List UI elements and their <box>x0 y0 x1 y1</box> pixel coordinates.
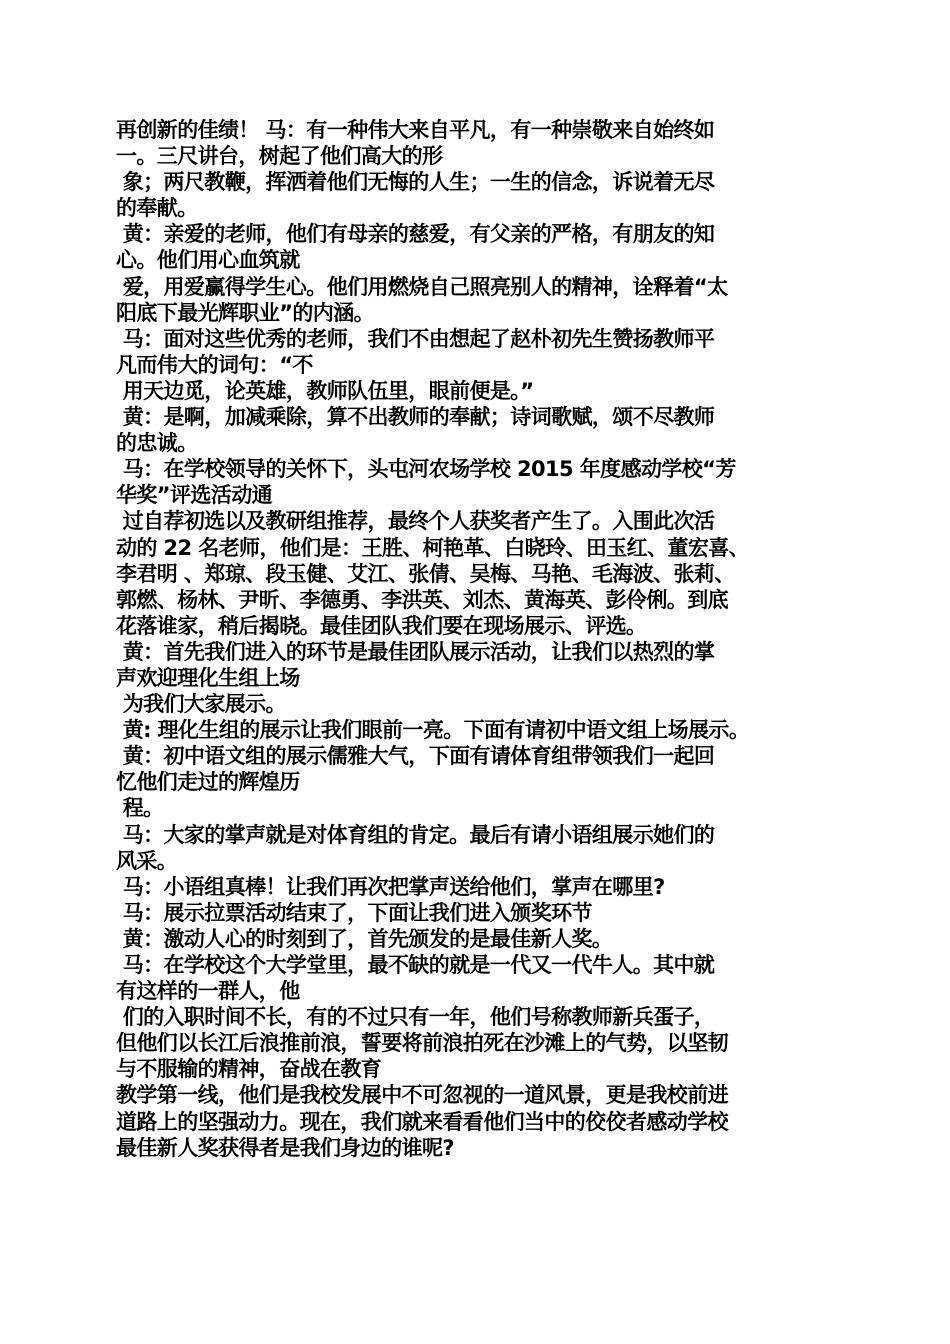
text-line: 黄：首先我们进入的环节是最佳团队展示活动，让我们以热烈的掌 <box>116 639 715 664</box>
text-line: 们的入职时间不长，有的不过只有一年，他们号称教师新兵蛋子， <box>116 1005 715 1030</box>
text-line: 有这样的一群人，他 <box>116 979 300 1004</box>
text-line: 与不服输的精神，奋战在教育 <box>116 1057 382 1082</box>
text-line: 心。他们用心血筑就 <box>116 248 300 273</box>
text-line: 凡而伟大的词句：“不 <box>116 352 313 377</box>
text-line: 教学第一线，他们是我校发展中不可忽视的一道风景，更是我校前进 <box>116 1083 728 1108</box>
text-line: 风采。 <box>116 848 178 873</box>
text-line: 忆他们走过的辉煌历 <box>116 770 300 795</box>
text-line: 马：小语组真棒！让我们再次把掌声送给他们，掌声在哪里? <box>116 874 665 899</box>
text-line: 一。三尺讲台，树起了他们高大的形 <box>116 144 443 169</box>
document-body <box>116 117 844 1161</box>
text-line: 过自荐初选以及教研组推荐，最终个人获奖者产生了。入围此次活 <box>116 509 715 534</box>
text-line: 马：在学校这个大学堂里，最不缺的就是一代又一代牛人。其中就 <box>116 953 715 977</box>
text-line: 阳底下最光辉职业”的内涵。 <box>116 300 375 325</box>
text-line: 动的 22 名老师，他们是：王胜、柯艳革、白晓玲、田玉红、董宏喜、 <box>116 535 750 560</box>
text-line: 象；两尺教鞭，挥洒着他们无悔的人生；一生的信念，诉说着无尽 <box>116 170 715 195</box>
text-line: 黄：是啊，加减乘除，算不出教师的奉献；诗词歌赋，颂不尽教师 <box>116 405 715 430</box>
text-line: 最佳新人奖获得者是我们身边的谁呢? <box>116 1135 454 1160</box>
text-line: 花落谁家，稍后揭晓。最佳团队我们要在现场展示、评选。 <box>116 613 647 638</box>
text-line: 华奖”评选活动通 <box>116 483 273 508</box>
text-line: 声欢迎理化生组上场 <box>116 665 300 690</box>
text-line: 李君明 、郑琼、段玉健、艾江、张倩、吴梅、马艳、毛海波、张莉、 <box>116 561 735 586</box>
text-line: 的奉献。 <box>116 196 198 221</box>
text-line: 用天边觅，论英雄，教师队伍里，眼前便是。” <box>116 378 534 403</box>
text-line: 道路上的坚强动力。现在，我们就来看看他们当中的佼佼者感动学校 <box>116 1109 728 1134</box>
text-line: 马：面对这些优秀的老师，我们不由想起了赵朴初先生赞扬教师平 <box>116 326 715 351</box>
text-line: 为我们大家展示。 <box>116 692 286 717</box>
text-line: 马：大家的掌声就是对体育组的肯定。最后有请小语组展示她们的 <box>116 822 715 847</box>
text-line: 爱，用爱赢得学生心。他们用燃烧自己照亮别人的精神，诠释着“太 <box>116 274 728 299</box>
text-line: 马：在学校领导的关怀下，头屯河农场学校 2015 年度感动学校“芳 <box>116 457 736 482</box>
text-line: 再创新的佳绩！ 马：有一种伟大来自平凡，有一种崇敬来自始终如 <box>116 118 715 142</box>
text-line: 黄: 理化生组的展示让我们眼前一亮。下面有请初中语文组上场展示。 <box>116 718 750 743</box>
text-line: 程。 <box>116 796 164 821</box>
text-line: 马：展示拉票活动结束了，下面让我们进入颁奖环节 <box>116 900 592 925</box>
text-line: 的忠诚。 <box>116 431 198 456</box>
text-line: 但他们以长江后浪推前浪，誓要将前浪拍死在沙滩上的气势，以坚韧 <box>116 1031 728 1056</box>
text-line: 郭燃、杨林、尹昕、李德勇、李洪英、刘杰、黄海英、彭伶俐。到底 <box>116 587 728 612</box>
text-line: 黄：亲爱的老师，他们有母亲的慈爱，有父亲的严格，有朋友的知 <box>116 222 715 247</box>
text-line: 黄：初中语文组的展示儒雅大气，下面有请体育组带领我们一起回 <box>116 744 715 769</box>
text-line: 黄：激动人心的时刻到了，首先颁发的是最佳新人奖。 <box>116 926 613 951</box>
